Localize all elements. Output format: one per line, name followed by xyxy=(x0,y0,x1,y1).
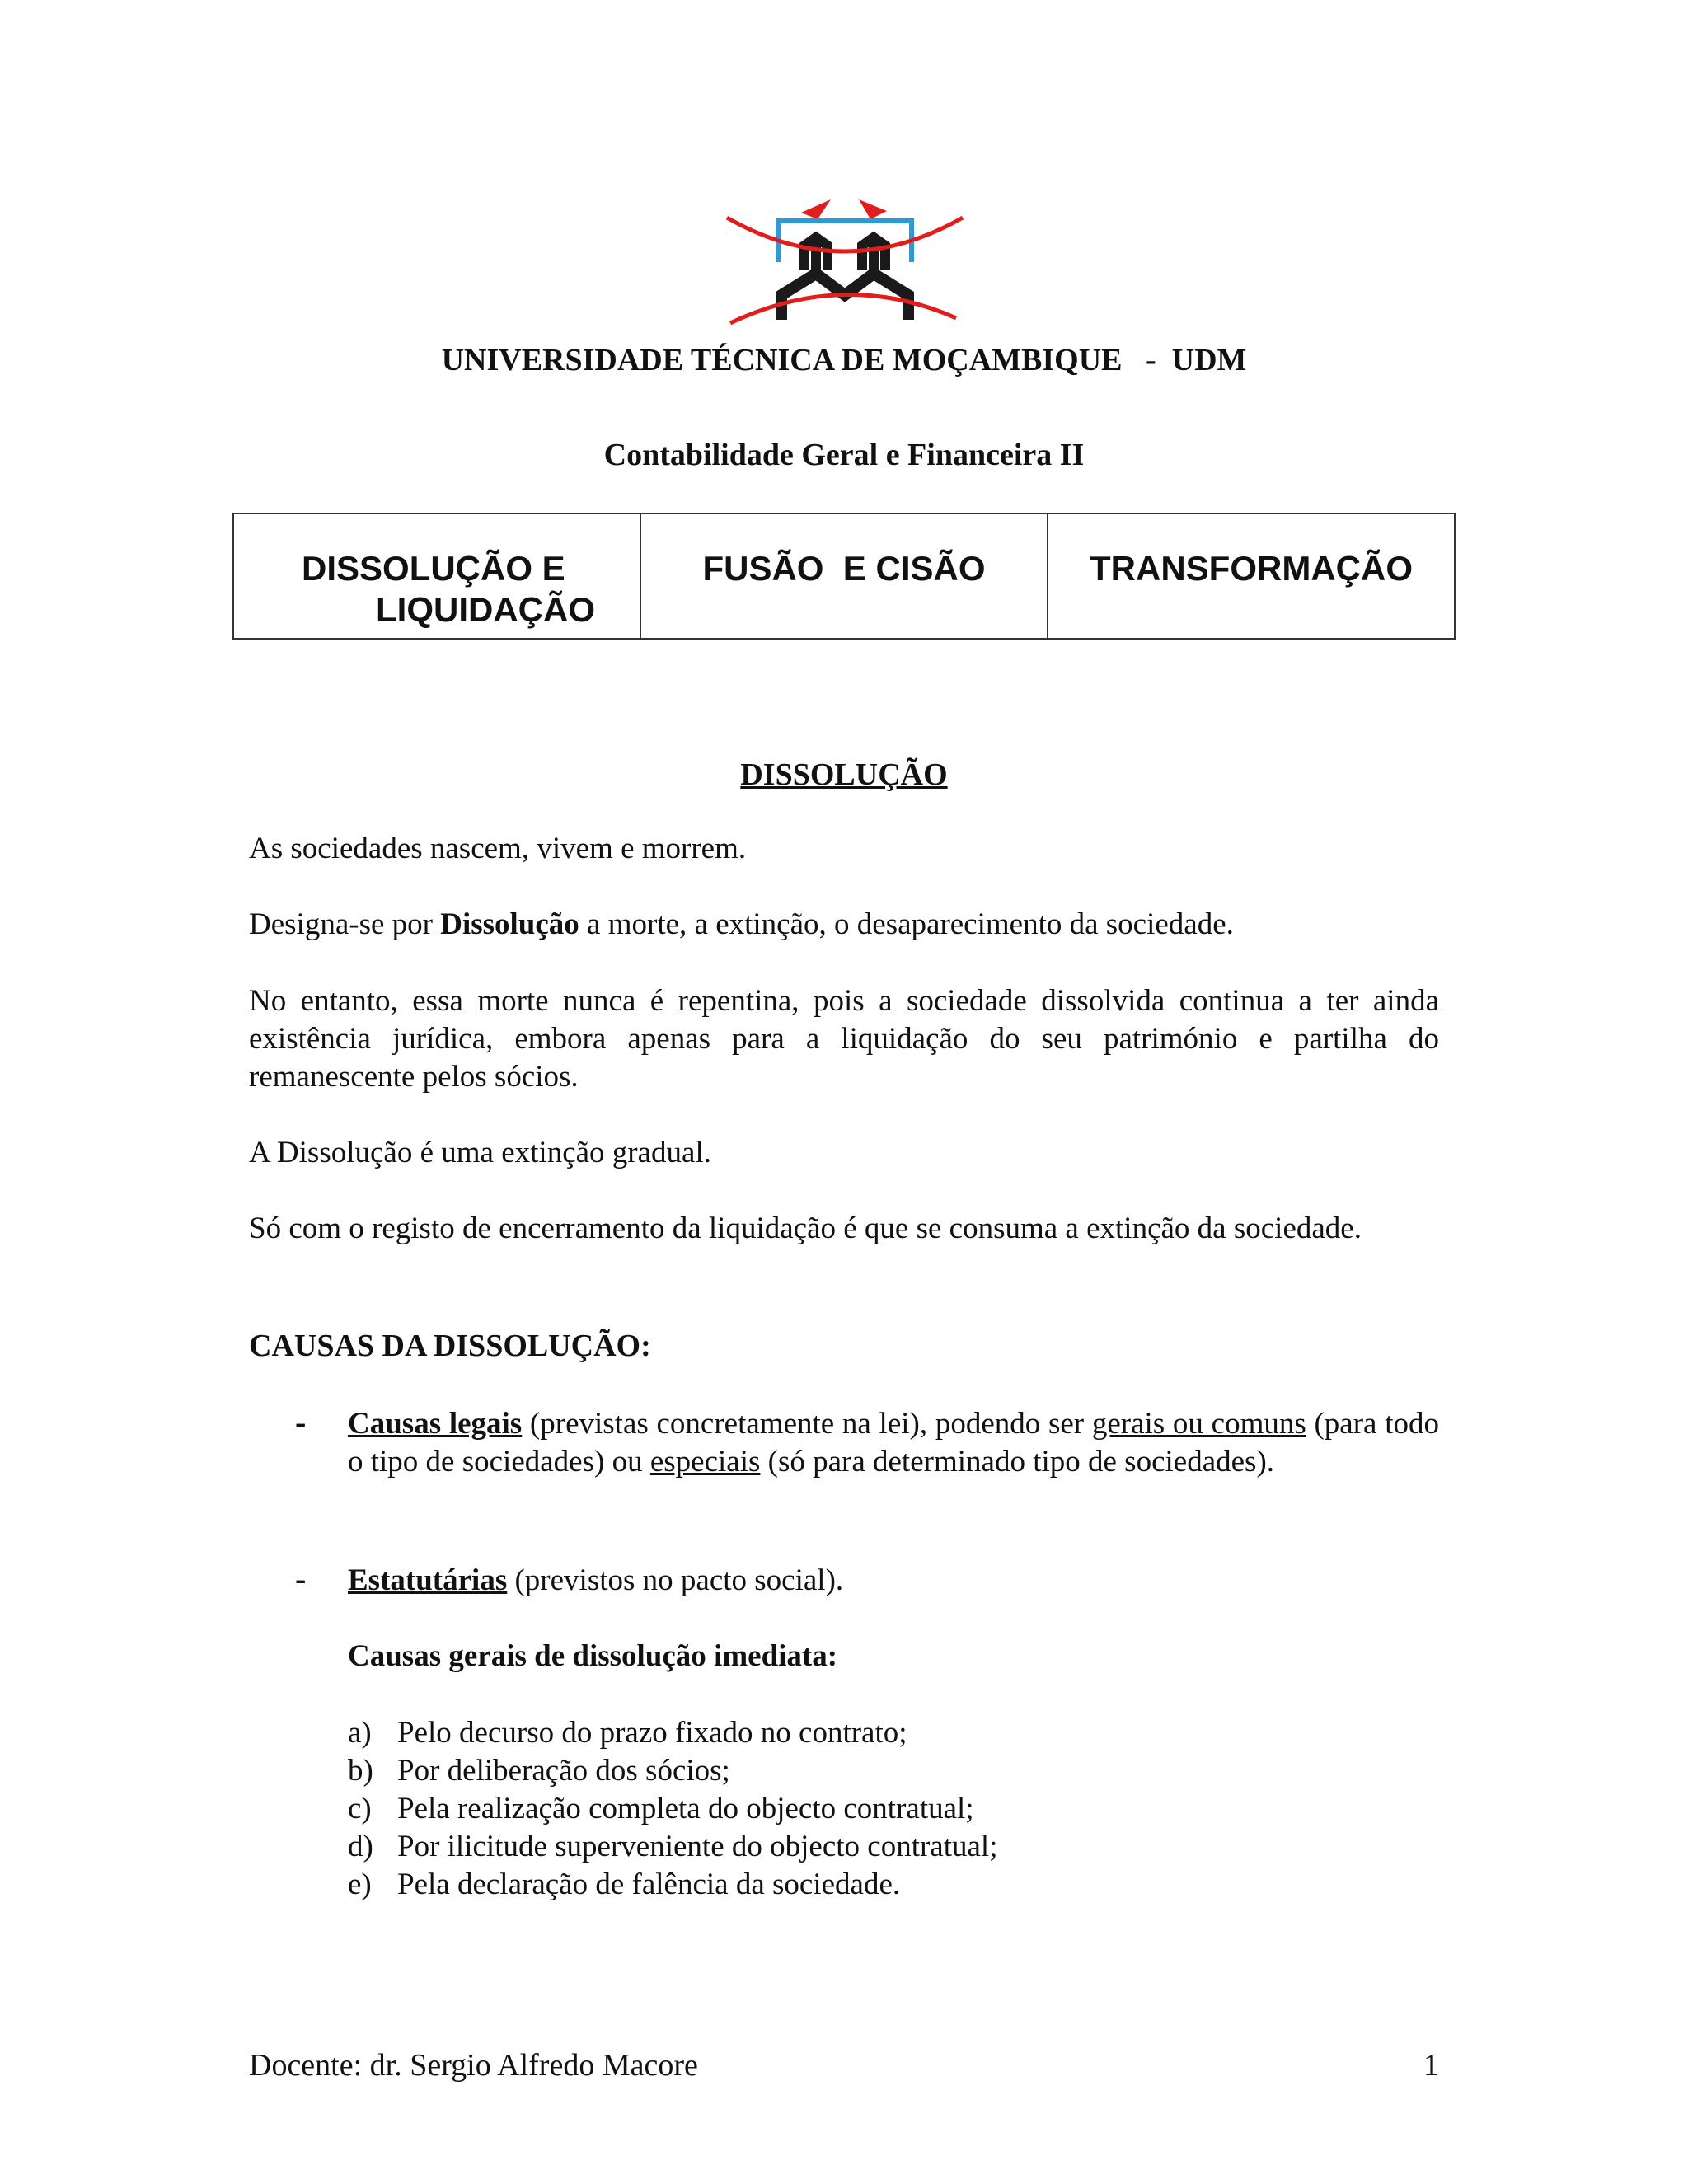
paragraph-5: Só com o registo de encerramento da liquidação é que se consuma a extinção da sociedade. xyxy=(249,1212,1362,1245)
legal-causes-label: Causas legais xyxy=(348,1407,523,1441)
topic-transformation-label: TRANSFORMAÇÃO xyxy=(1090,549,1413,588)
topic-cell-dissolution xyxy=(234,514,641,638)
bullet-statutory-causes xyxy=(348,1562,1439,1600)
page-number: 1 xyxy=(1423,2048,1439,2083)
udm-university-logo-icon xyxy=(725,194,964,326)
footer-lecturer: Docente: dr. Sergio Alfredo Macore xyxy=(249,2048,698,2083)
paragraph-1: As sociedades nascem, vivem e morrem. xyxy=(249,832,747,865)
paragraph-4: A Dissolução é uma extinção gradual. xyxy=(249,1136,711,1169)
topic-dissolution-line-2: LIQUIDAÇÃO xyxy=(376,590,595,629)
list-item xyxy=(348,1752,997,1790)
list-item xyxy=(348,1866,997,1904)
legal-causes-text-3: (só para determinado tipo de sociedades). xyxy=(760,1445,1275,1479)
bullet-marker-statutory: - xyxy=(295,1560,307,1597)
causes-heading: CAUSAS DA DISSOLUÇÃO: xyxy=(249,1329,651,1363)
section-heading: DISSOLUÇÃO xyxy=(740,757,948,792)
list-item-text: Pelo decurso do prazo fixado no contrato; xyxy=(397,1716,907,1750)
list-item-marker: b) xyxy=(348,1754,373,1788)
list-item-marker: d) xyxy=(348,1830,373,1863)
list-item-marker: e) xyxy=(348,1868,372,1901)
topic-cell-merger xyxy=(641,514,1048,638)
legal-causes-text-1: (previstas concretamente na lei), podendo ser xyxy=(522,1407,1092,1441)
list-item xyxy=(348,1714,997,1752)
statutory-label: Estatutárias xyxy=(348,1563,508,1597)
paragraph-2-bold-term: Dissolução xyxy=(440,907,579,941)
list-item-text: Pela realização completa do objecto contratual; xyxy=(397,1792,974,1825)
course-title: Contabilidade Geral e Financeira II xyxy=(603,438,1085,472)
topic-merger-label: FUSÃO E CISÃO xyxy=(702,549,986,588)
statutory-text: (previstos no pacto social). xyxy=(507,1563,844,1597)
paragraph-2 xyxy=(249,906,1439,944)
paragraph-2-start: Designa-se por xyxy=(249,907,441,941)
topic-dissolution-line-1: DISSOLUÇÃO E xyxy=(302,549,565,588)
immediate-causes-heading: Causas gerais de dissolução imediata: xyxy=(348,1639,838,1673)
immediate-causes-list xyxy=(348,1714,997,1904)
legal-causes-special: especiais xyxy=(649,1445,761,1479)
bullet-legal-causes xyxy=(348,1405,1439,1481)
topics-table xyxy=(232,513,1456,640)
paragraph-2-end: a morte, a extinção, o desaparecimento da sociedade. xyxy=(579,907,1234,941)
bullet-marker-legal: - xyxy=(295,1404,307,1441)
list-item-marker: a) xyxy=(348,1716,372,1750)
topic-cell-transformation xyxy=(1048,514,1454,638)
list-item xyxy=(348,1790,997,1828)
legal-causes-text-2: (para todo o tipo de sociedades) ou xyxy=(348,1407,1439,1479)
list-item xyxy=(348,1828,997,1866)
list-item-text: Por deliberação dos sócios; xyxy=(397,1754,730,1788)
paragraph-3: No entanto, essa morte nunca é repentina, pois a sociedade dissolvida continua a ter ainda existência jurídica, embora apenas para a liquidação do seu património e partilha do remanescente pelos sócios. xyxy=(249,984,1439,1094)
university-title: UNIVERSIDADE TÉCNICA DE MOÇAMBIQUE - UDM xyxy=(441,343,1247,377)
list-item-marker: c) xyxy=(348,1792,372,1825)
list-item-text: Por ilicitude superveniente do objecto contratual; xyxy=(397,1830,998,1863)
legal-causes-general: gerais ou comuns xyxy=(1091,1407,1306,1441)
list-item-text: Pela declaração de falência da sociedade. xyxy=(397,1868,901,1901)
